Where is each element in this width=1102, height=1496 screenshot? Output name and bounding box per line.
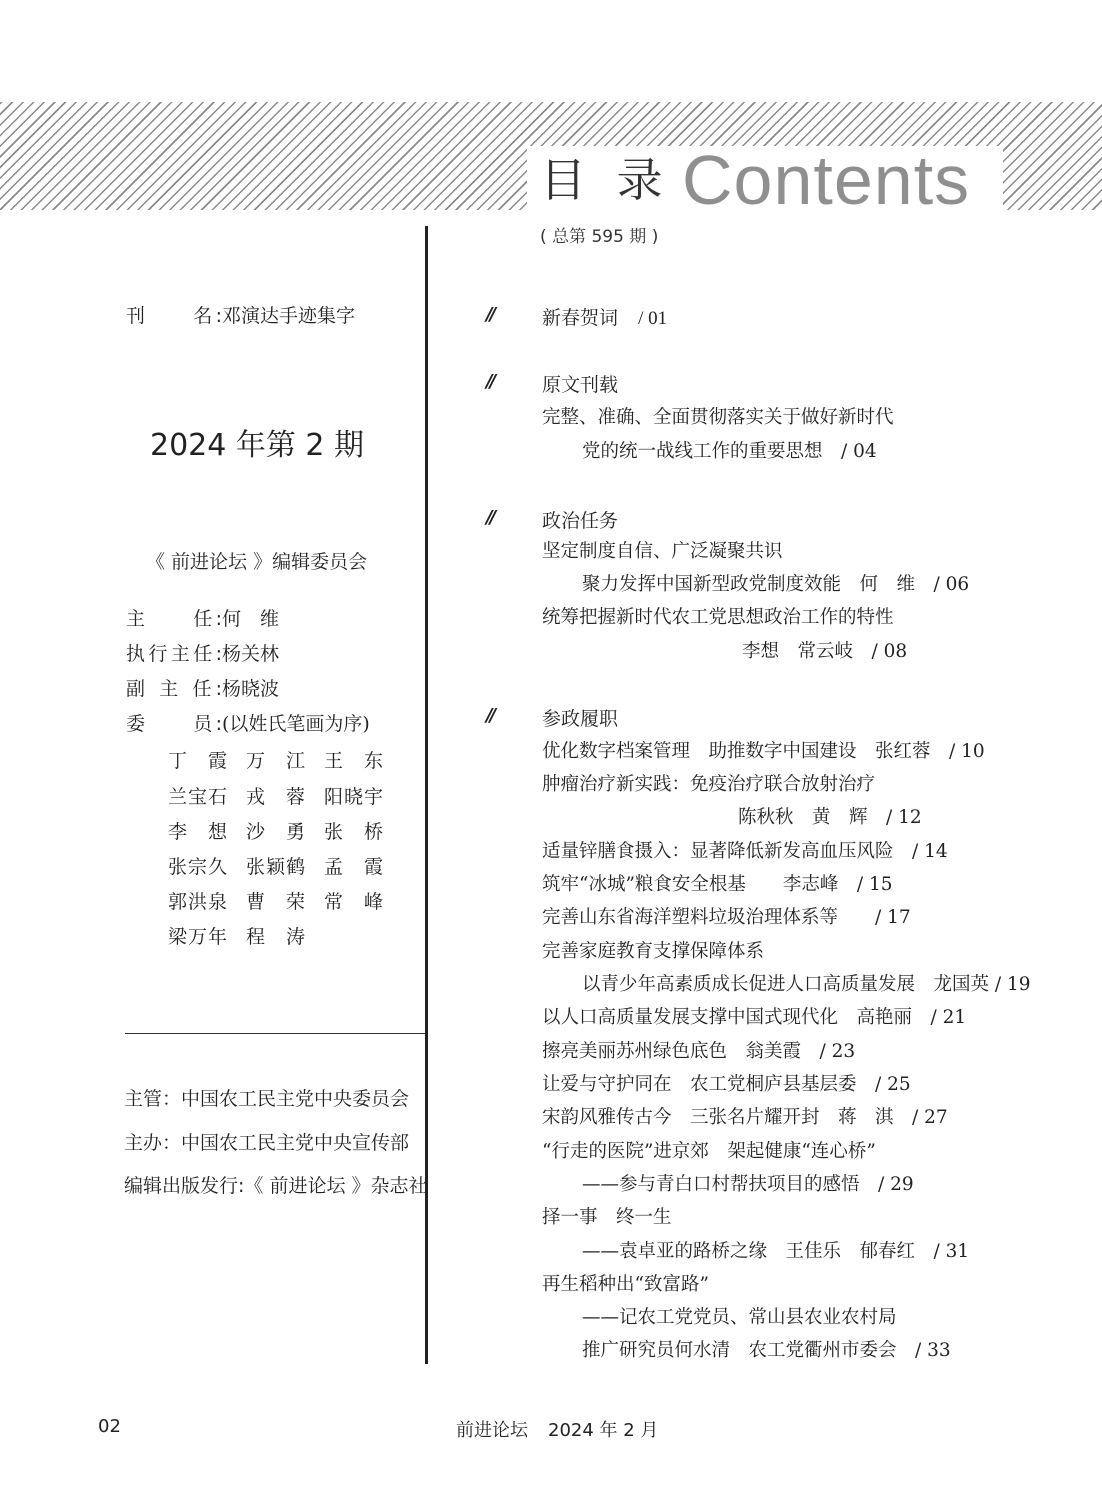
section-title: 新春贺词 xyxy=(542,307,619,329)
masthead-name-label: 刊 名: xyxy=(126,305,222,327)
footer-date: 2024 年 2 月 xyxy=(548,1420,659,1441)
footer-magazine: 前进论坛 xyxy=(456,1420,528,1441)
role-value: (以姓氏笔画为序) xyxy=(222,713,370,735)
member-name: 孟 霞 xyxy=(324,856,385,878)
issue-date: 2024 年第 2 期 xyxy=(150,428,365,463)
member-name: 李 想 xyxy=(168,821,229,843)
member-name: 戎 蓉 xyxy=(246,786,307,808)
masthead-name xyxy=(126,303,355,329)
toc-section-original[interactable]: 原文刊载 xyxy=(542,374,619,396)
role-executive-director xyxy=(126,641,279,667)
member-name: 阳晓宇 xyxy=(324,786,385,808)
organizer: 主办：中国农工民主党中央宣传部 xyxy=(124,1132,410,1154)
toc-line[interactable]: 李想 常云岐 / 08 xyxy=(742,641,908,662)
toc-section-participation[interactable]: 参政履职 xyxy=(542,708,619,730)
role-value: 杨关林 xyxy=(222,643,280,665)
section-mark-icon: // xyxy=(486,304,494,325)
toc-line[interactable]: 适量锌膳食摄入：显著降低新发高血压风险 / 14 xyxy=(542,841,948,862)
toc-line[interactable]: 让爱与守护同在 农工党桐庐县基层委 / 25 xyxy=(542,1074,911,1095)
toc-line[interactable]: 坚定制度自信、广泛凝聚共识 xyxy=(542,541,783,562)
publisher: 编辑出版发行:《 前进论坛 》杂志社 xyxy=(124,1175,428,1197)
toc-line[interactable]: 党的统一战线工作的重要思想 / 04 xyxy=(582,441,877,462)
member-name: 张颖鹤 xyxy=(246,856,307,878)
section-mark-icon: // xyxy=(486,507,494,528)
toc-line[interactable]: 以人口高质量发展支撑中国式现代化 高艳丽 / 21 xyxy=(542,1007,967,1028)
toc-line[interactable]: 统筹把握新时代农工党思想政治工作的特性 xyxy=(542,607,894,628)
role-label: 委 员: xyxy=(126,713,222,735)
sponsor: 主管：中国农工民主党中央委员会 xyxy=(124,1088,410,1110)
toc-line[interactable]: 肿瘤治疗新实践：免疫治疗联合放射治疗 xyxy=(542,774,876,795)
member-name: 梁万年 xyxy=(168,926,229,948)
footer-page-number: 02 xyxy=(98,1416,121,1437)
member-row xyxy=(168,782,402,809)
toc-line[interactable]: ——记农工党党员、常山县农业农村局 xyxy=(582,1307,897,1328)
section-mark-icon: // xyxy=(486,705,494,726)
toc-line[interactable]: 推广研究员何水清 农工党衢州市委会 / 33 xyxy=(582,1340,951,1361)
role-deputy-director xyxy=(126,676,279,702)
role-director xyxy=(126,606,279,632)
member-row xyxy=(168,852,402,879)
toc-line[interactable]: 宋韵风雅传古今 三张名片耀开封 蒋 淇 / 27 xyxy=(542,1107,948,1128)
member-name: 常 峰 xyxy=(324,891,385,913)
role-label: 副 主 任: xyxy=(126,678,222,700)
member-row xyxy=(168,922,324,949)
toc-line[interactable]: 完整、准确、全面贯彻落实关于做好新时代 xyxy=(542,407,894,428)
toc-line[interactable]: 完善家庭教育支撑保障体系 xyxy=(542,941,765,962)
role-label: 执行主任: xyxy=(126,643,222,665)
role-label: 主 任: xyxy=(126,608,222,630)
member-row xyxy=(168,887,402,914)
member-name: 兰宝石 xyxy=(168,786,229,808)
member-name: 张 桥 xyxy=(324,821,385,843)
role-members xyxy=(126,711,370,737)
member-name: 张宗久 xyxy=(168,856,229,878)
toc-line[interactable]: 擦亮美丽苏州绿色底色 翁美霞 / 23 xyxy=(542,1041,856,1062)
role-value: 何 维 xyxy=(222,608,280,630)
section-page: / 01 xyxy=(638,308,668,329)
toc-line[interactable]: 再生稻种出“致富路” xyxy=(542,1274,709,1295)
member-name: 沙 勇 xyxy=(246,821,307,843)
masthead-divider xyxy=(125,1033,425,1034)
toc-section-politics[interactable]: 政治任务 xyxy=(542,510,619,532)
toc-section-new-year[interactable] xyxy=(542,303,667,330)
toc-line[interactable]: 择一事 终一生 xyxy=(542,1207,672,1228)
toc-line[interactable]: 聚力发挥中国新型政党制度效能 何 维 / 06 xyxy=(582,574,970,595)
member-row xyxy=(168,746,402,773)
toc-line[interactable]: 以青少年高素质成长促进人口高质量发展 龙国英 / 19 xyxy=(582,974,1031,995)
issue-total: ( 总第 595 期 ) xyxy=(540,227,659,247)
toc-line[interactable]: 陈秋秋 黄 辉 / 12 xyxy=(738,807,922,828)
section-mark-icon: // xyxy=(486,371,494,392)
member-name: 王 东 xyxy=(324,750,385,772)
member-row xyxy=(168,817,402,844)
toc-line[interactable]: ——参与青白口村帮扶项目的感悟 / 29 xyxy=(582,1174,914,1195)
toc-line[interactable]: “行走的医院”进京郊 架起健康“连心桥” xyxy=(542,1141,876,1162)
title-english: Contents xyxy=(682,141,971,219)
member-name: 曹 荣 xyxy=(246,891,307,913)
toc-line[interactable]: ——袁卓亚的路桥之缘 王佳乐 郁春红 / 31 xyxy=(582,1241,970,1262)
toc-line[interactable]: 完善山东省海洋塑料垃圾治理体系等 / 17 xyxy=(542,907,911,928)
title-chinese: 目 录 xyxy=(540,153,671,207)
board-title: 《 前进论坛 》编辑委员会 xyxy=(146,551,368,573)
toc-line[interactable]: 筑牢“冰城”粮食安全根基 李志峰 / 15 xyxy=(542,874,893,895)
role-value: 杨晓波 xyxy=(222,678,280,700)
member-name: 程 涛 xyxy=(246,926,307,948)
toc-line[interactable]: 优化数字档案管理 助推数字中国建设 张红蓉 / 10 xyxy=(542,741,985,762)
masthead-name-value: 邓演达手迹集字 xyxy=(222,305,356,327)
member-name: 郭洪泉 xyxy=(168,891,229,913)
member-name: 丁 霞 xyxy=(168,750,229,772)
member-name: 万 江 xyxy=(246,750,307,772)
